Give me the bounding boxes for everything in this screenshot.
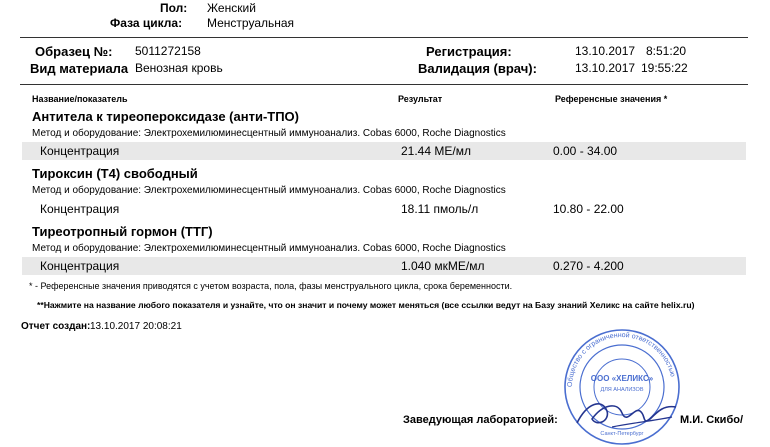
result-param: Концентрация [40,259,120,273]
stamp-bottom-text: Санкт-Петербург [600,431,644,437]
report-created-label: Отчет создан: [21,321,91,332]
registration-date: 13.10.2017 [575,44,636,58]
registration-time: 8:51:20 [646,44,687,58]
phase-label: Фаза цикла: [110,16,183,30]
result-param: Концентрация [40,144,120,158]
test-method: Метод и оборудование: Электрохемилюминесцентный иммуноанализ. Cobas 6000, Roche Diagnostics [32,185,506,196]
top-divider [20,37,748,38]
phase-value: Менструальная [207,16,295,30]
result-value: 18.11 пмоль/л [401,202,479,216]
sex-value: Женский [207,1,256,15]
sample-id-value: 5011272158 [135,44,201,58]
footnote-reference: * - Референсные значения приводятся с учетом возраста, пола, фазы менструального цикла, срока беременности. [29,281,513,291]
test-title-t4-free[interactable]: Тироксин (Т4) свободный [32,166,198,181]
signature-label: Заведующая лабораторией: [403,414,558,426]
result-reference: 0.00 - 34.00 [553,144,618,158]
result-reference: 0.270 - 4.200 [553,259,624,273]
material-label: Вид материала [30,61,129,76]
result-param: Концентрация [40,202,120,216]
footnote-links: **Нажмите на название любого показателя и узнайте, что он значит и почему может меняться (все ссылки ведут на Базу знаний Хеликс на сайте helix.ru) [37,300,695,310]
registration-label: Регистрация: [426,44,512,59]
test-title-tsh[interactable]: Тиреотропный гормон (ТТГ) [32,224,213,239]
result-row-band [22,142,746,160]
result-row-band [22,257,746,275]
result-value: 21.44 МЕ/мл [401,144,471,158]
validation-time: 19:55:22 [641,61,688,75]
stamp-lower-text: ДЛЯ АНАЛИЗОВ [600,387,644,393]
col-header-result: Результат [398,94,443,104]
col-header-name: Название/показатель [32,94,128,104]
handwritten-signature [572,393,682,433]
sex-label: Пол: [160,1,188,15]
material-value: Венозная кровь [135,61,223,75]
sample-id-label: Образец №: [35,44,113,59]
result-reference: 10.80 - 22.00 [553,202,624,216]
stamp-center-text: ООО «ХЕЛИКС» [590,374,654,383]
col-header-reference: Референсные значения * [555,94,668,104]
report-created-value: 13.10.2017 20:08:21 [90,321,182,332]
mid-divider [20,84,748,85]
stamp-ring-text: Общество с ограниченной ответственностью [566,331,676,388]
test-title-anti-tpo[interactable]: Антитела к тиреопероксидазе (анти-ТПО) [32,109,300,124]
validation-date: 13.10.2017 [575,61,636,75]
test-method: Метод и оборудование: Электрохемилюминесцентный иммуноанализ. Cobas 6000, Roche Diagnostics [32,128,506,139]
validation-label: Валидация (врач): [418,61,537,76]
signature-name: М.И. Скибо/ [680,414,744,426]
test-method: Метод и оборудование: Электрохемилюминесцентный иммуноанализ. Cobas 6000, Roche Diagnostics [32,243,506,254]
result-value: 1.040 мкМЕ/мл [401,259,485,273]
